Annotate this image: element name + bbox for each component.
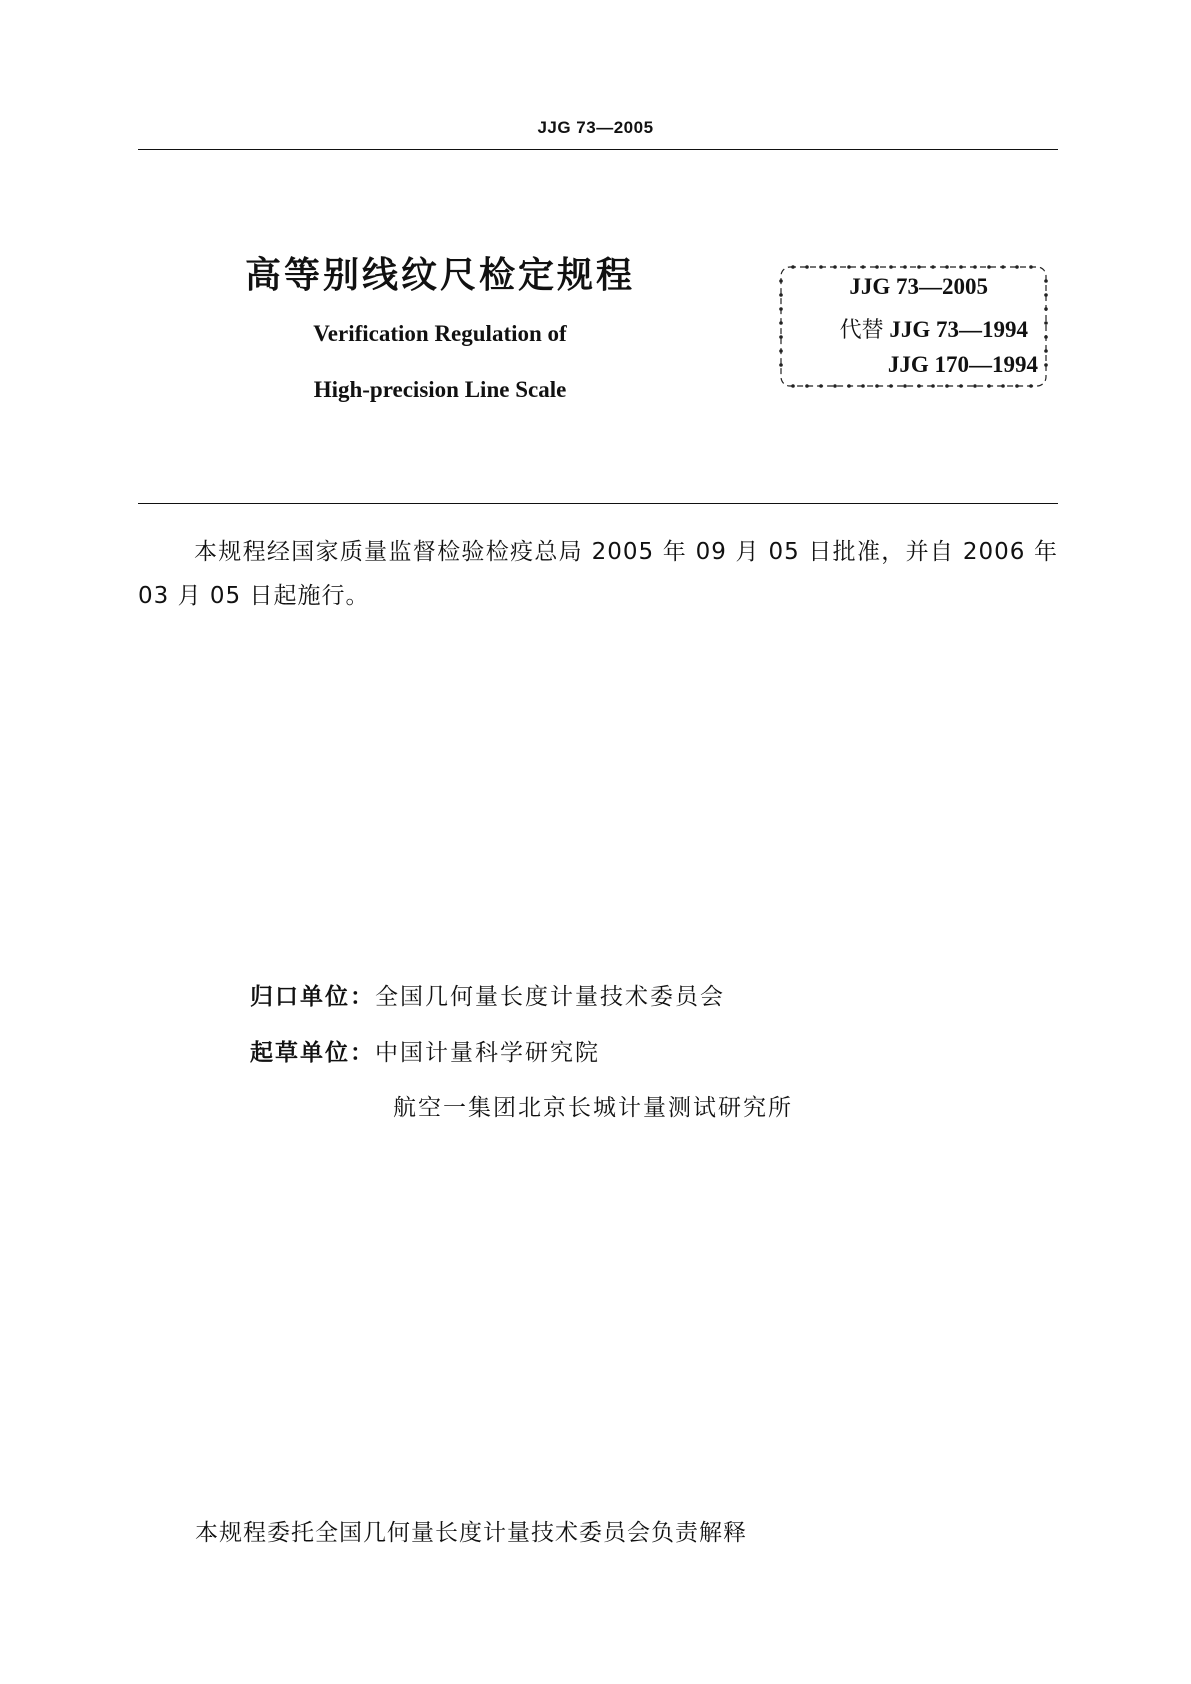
responsible-unit-label: 归口单位： [250, 984, 375, 1010]
title-chinese: 高等别线纹尺检定规程 [244, 255, 635, 296]
interpretation-note: 本规程委托全国几何量长度计量技术委员会负责解释 [195, 1520, 747, 1546]
drafting-unit-label: 起草单位： [250, 1040, 375, 1066]
replaces-line-1 [840, 313, 1028, 344]
replaced-code-1: JJG 73—1994 [889, 317, 1028, 342]
header-rule [138, 149, 1058, 150]
title-english-line1: Verification Regulation of [313, 321, 567, 346]
standard-code: JJG 73—2005 [849, 274, 988, 299]
drafting-unit-value-1: 中国计量科学研究院 [375, 1040, 600, 1066]
responsible-unit-value: 全国几何量长度计量技术委员会 [375, 984, 725, 1010]
standard-code-box [777, 263, 1050, 390]
section-rule [138, 503, 1058, 504]
drafting-unit-value-2: 航空一集团北京长城计量测试研究所 [393, 1095, 793, 1121]
responsible-unit-row [250, 978, 725, 1011]
replaces-prefix: 代替 [839, 318, 884, 343]
drafting-unit-row-2 [393, 1089, 793, 1122]
replaced-code-2: JJG 170—1994 [887, 352, 1038, 377]
running-header: JJG 73—2005 [537, 118, 654, 137]
approval-statement: 本规程经国家质量监督检验检疫总局 2005 年 09 月 05 日批准，并自 2006 年 03 月 05 日起施行。 [138, 539, 1058, 609]
title-english-line2: High-precision Line Scale [313, 377, 567, 402]
drafting-unit-row [250, 1034, 600, 1067]
